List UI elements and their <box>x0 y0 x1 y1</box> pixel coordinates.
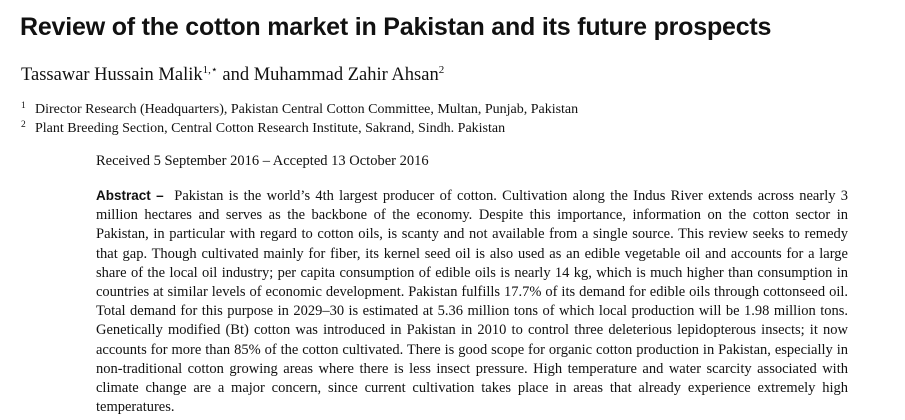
affiliation-1: $^1$ Director Research (Headquarters), Pakistan Central Cotton Committee, Multan, Punjab, Pakistan <box>21 101 579 117</box>
affiliation-text: Plant Breeding Section, Central Cotton Research Institute, Sakrand, Sindh. Pakistan <box>35 121 506 136</box>
author-line <box>21 62 444 88</box>
abstract-text: Pakistan is the world’s 4th largest producer of cotton. Cultivation along the Indus River extends across nearly 3 million hectares and serves as the backbone of the economy. Despite this importance, information on the cotton sector in Pakistan, in particular with regard to cotton oils, is scanty and not available from a single source. This review seeks to remedy that gap. Though cultivated mainly for fiber, its kernel seed oil is also used as an edible vegetable oil and accounts for a large share of the local oil industry; per capita consumption of edible oils is nearly 14 kg, which is much higher than consumption in countries at similar levels of economic development. Pakistan fulfills 17.7% of its demand for edible oils through cottonseed oil. Total demand for this purpose in 2029–30 is estimated at 5.36 million tons of which local production will be 1.98 million tons. Genetically modified (Bt) cotton was introduced in Pakistan in 2010 to control three deleterious lepidopterous insects; it now accounts for more than 85% of the cotton cultivated. There is good scope for organic cotton production in Pakistan, especially in non-traditional cotton growing areas where there is less insect pressure. High temperature and water scarcity associated with climate change are a major concern, since current cultivation takes place in areas that already experience extremely high temperatures. <box>96 188 849 416</box>
author-name: Muhammad Zahir Ahsan <box>253 65 439 85</box>
author-affiliation-marks: 2 <box>438 64 445 76</box>
abstract-label: Abstract – <box>96 188 164 203</box>
affiliation-text: Director Research (Headquarters), Pakistan Central Cotton Committee, Multan, Punjab, Pakistan <box>35 102 579 117</box>
received-accepted-dates: Received 5 September 2016 – Accepted 13 October 2016 <box>96 153 429 169</box>
paper-title: Review of the cotton market in Pakistan and its future prospects <box>20 13 772 41</box>
affiliation-2: $^2$ Plant Breeding Section, Central Cotton Research Institute, Sakrand, Sindh. Pakistan <box>21 120 506 136</box>
author-connector: and <box>217 65 254 85</box>
author-name: Tassawar Hussain Malik <box>21 65 203 85</box>
abstract <box>96 186 848 417</box>
author-affiliation-marks: 1,⋆ <box>202 64 218 76</box>
